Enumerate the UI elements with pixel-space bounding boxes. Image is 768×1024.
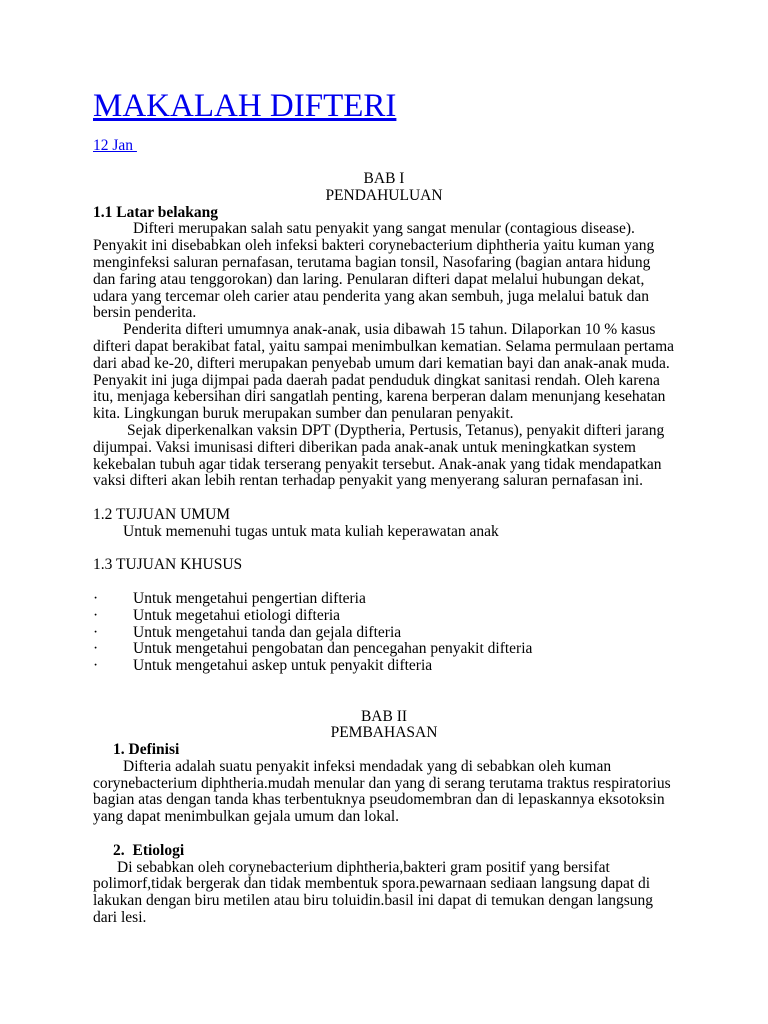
list-item: [93, 658, 675, 675]
list-item: [93, 641, 675, 658]
list-item-text: Untuk mengetahui pengertian difteria: [133, 589, 366, 607]
bullet-dot: ·: [93, 640, 99, 658]
page-title-link[interactable]: MAKALAH DIFTERI: [93, 88, 397, 124]
paragraph-line: corynebacterium diphtheria.mudah menular dan yang di serang terutama traktus respiratorius: [93, 774, 671, 792]
list-item-text: Untuk mengetahui tanda dan gejala difteria: [133, 623, 402, 641]
tujuan-khusus-list: [93, 591, 675, 675]
paragraph-line: Sejak diperkenalkan vaksin DPT (Dyptheria, Pertusis, Tetanus), penyakit difteri jarang: [127, 421, 665, 439]
list-item: [93, 591, 675, 608]
paragraph-line: polimorf,tidak bergerak dan tidak membentuk spora.pewarnaan sediaan langsung dapat di: [93, 875, 651, 893]
list-item: [93, 625, 675, 642]
paragraph-line: Penyakit ini juga dijmpai pada daerah padat penduduk dingkat sanitasi rendah. Oleh karena: [93, 371, 660, 389]
tujuan-khusus-heading: 1.3 TUJUAN KHUSUS: [93, 556, 243, 574]
list-item-text: Untuk mengetahui askep untuk penyakit difteria: [133, 657, 433, 675]
bullet-dot: ·: [93, 589, 99, 607]
paragraph-line: kita. Lingkungan buruk merupakan sumber dan penularan penyakit.: [93, 405, 514, 423]
paragraph-line: udara yang tercemar oleh carier atau penderita yang akan sembuh, juga melalui batuk dan: [93, 287, 650, 305]
bullet-dot: ·: [93, 623, 99, 641]
paragraph-line: dijumpai. Vaksi imunisasi difteri diberikan pada anak-anak untuk meningkatkan system: [93, 438, 636, 456]
tujuan-umum-heading: 1.2 TUJUAN UMUM: [93, 505, 231, 523]
paragraph-line: Penyakit ini disebabkan oleh infeksi bakteri corynebacterium diphtheria yaitu kuman yang: [93, 237, 655, 255]
bab1-subheading: PENDAHULUAN: [325, 186, 443, 204]
post-date-link[interactable]: 12 Jan: [93, 137, 137, 154]
latar-paragraph-1: [93, 221, 675, 322]
document-body: [93, 171, 675, 927]
paragraph-line: dan faring atau tenggorokan) dan laring. Penularan difteri dapat melalui hubungan dekat,: [93, 270, 645, 288]
paragraph-line: kekebalan tubuh agar tidak terserang penyakit tersebut. Anak-anak yang tidak mendapatkan: [93, 455, 662, 473]
paragraph-line: dari abad ke-20, difteri merupakan penyebab umum dari kematian bayi dan anak-anak muda.: [93, 354, 670, 372]
etiologi-heading: 2. Etiologi: [113, 841, 185, 859]
paragraph-line: lakukan dengan biru metilen atau biru toluidin.basil ini dapat di temukan dengan langsung: [93, 892, 654, 910]
paragraph-line: bagian atas dengan tanda khas terbentuknya pseudomembran dan di lepaskannya eksotoksin: [93, 791, 665, 809]
latar-paragraph-2: [93, 322, 675, 423]
list-item: [93, 608, 675, 625]
bullet-dot: ·: [93, 657, 99, 675]
etiologi-paragraph: [93, 860, 675, 927]
tujuan-umum-text: Untuk memenuhi tugas untuk mata kuliah keperawatan anak: [123, 522, 499, 540]
bullet-dot: ·: [93, 606, 99, 624]
paragraph-line: dari lesi.: [93, 909, 147, 927]
paragraph-line: Difteri merupakan salah satu penyakit yang sangat menular (contagious disease).: [133, 220, 635, 238]
paragraph-line: bersin penderita.: [93, 304, 197, 322]
paragraph-line: difteri dapat berakibat fatal, yaitu sampai menimbulkan kematian. Selama permulaan pertama: [93, 337, 675, 355]
bab1-heading: BAB I: [363, 170, 405, 187]
paragraph-line: Difteria adalah suatu penyakit infeksi mendadak yang di sebabkan oleh kuman: [123, 757, 612, 775]
paragraph-line: yang dapat menimbulkan gejala umum dan lokal.: [93, 808, 400, 826]
list-item-text: Untuk mengetahui pengobatan dan pencegahan penyakit difteria: [133, 640, 533, 658]
list-item-text: Untuk megetahui etiologi difteria: [133, 606, 341, 624]
bab2-subheading: PEMBAHASAN: [330, 724, 438, 742]
paragraph-line: vaksi difteri akan lebih rentan terhadap penyakit yang menyerang saluran pernafasan ini.: [93, 472, 644, 490]
paragraph-line: menginfeksi saluran pernafasan, terutama bagian tonsil, Nasofaring (bagian antara hidung: [93, 253, 651, 271]
latar-paragraph-3: [93, 423, 675, 490]
definisi-paragraph: [93, 759, 675, 826]
paragraph-line: Penderita difteri umumnya anak-anak, usia dibawah 15 tahun. Dilaporkan 10 % kasus: [123, 321, 656, 339]
paragraph-line: itu, menjaga kebersihan diri sangatlah penting, karena berperan dalam menunjang kesehatan: [93, 388, 666, 406]
definisi-heading: 1. Definisi: [113, 741, 180, 759]
paragraph-line: Di sebabkan oleh corynebacterium diphtheria,bakteri gram positif yang bersifat: [117, 858, 610, 876]
latar-belakang-heading: 1.1 Latar belakang: [93, 203, 219, 221]
bab2-heading: BAB II: [360, 707, 408, 725]
